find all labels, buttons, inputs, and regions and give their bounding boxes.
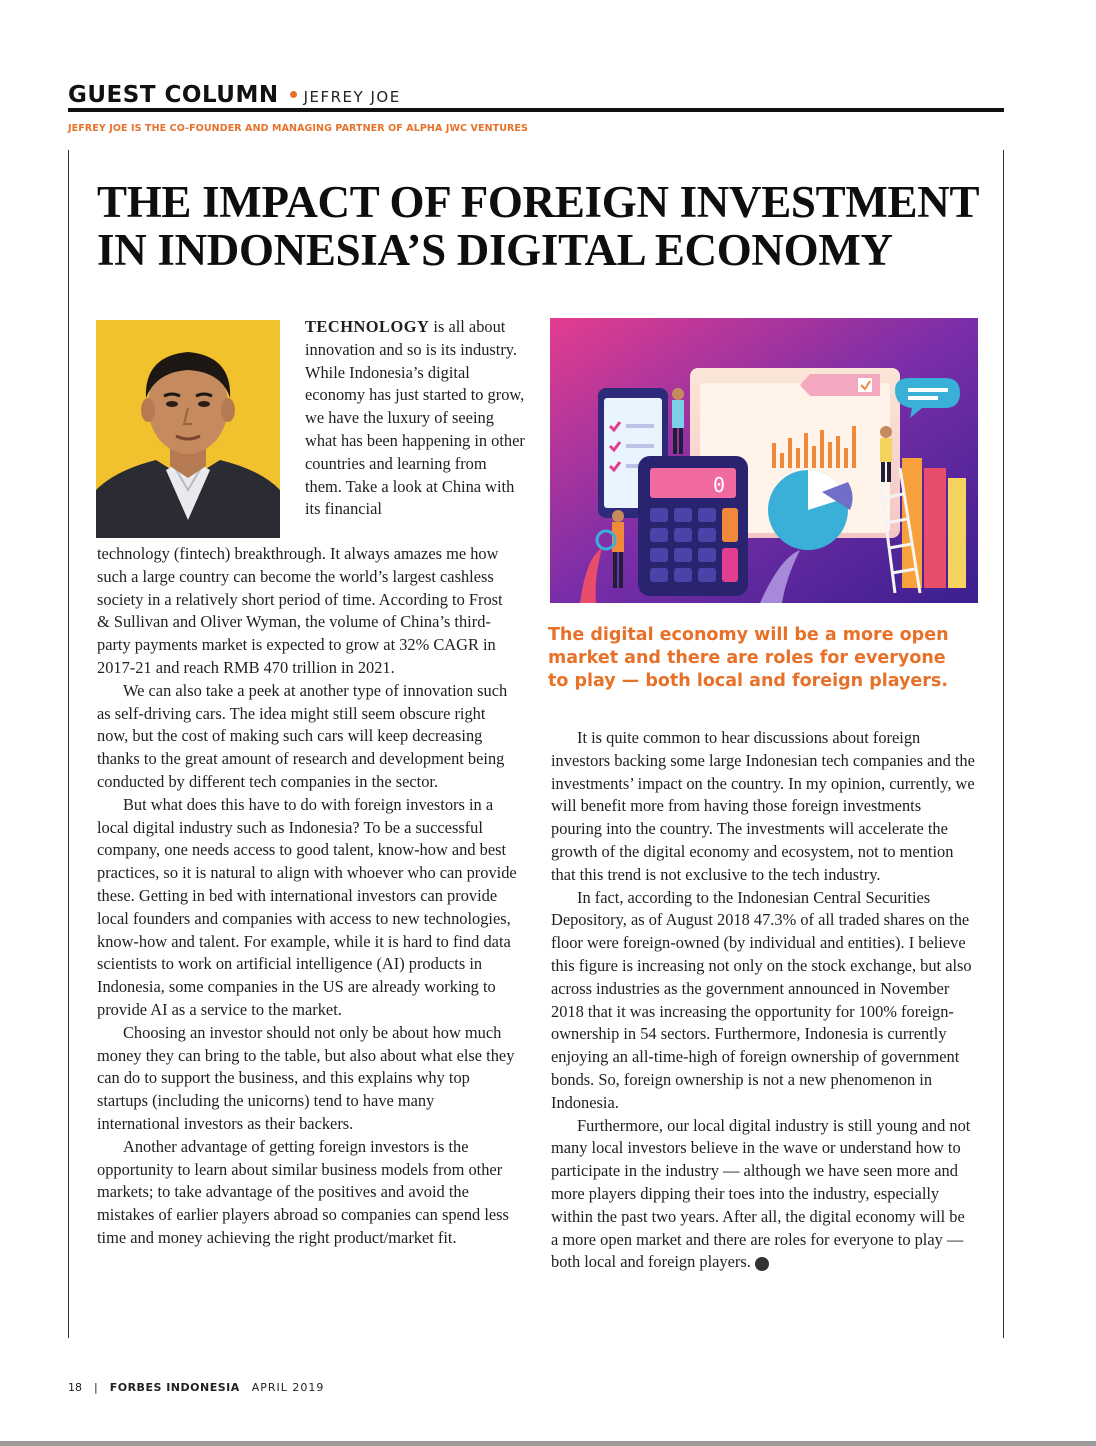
- page-footer: [68, 1381, 324, 1394]
- header-rule: [68, 108, 1004, 112]
- footer-separator: |: [94, 1381, 98, 1394]
- paragraph: It is quite common to hear discussions about foreign investors backing some large Indonesian tech companies and the investments’ impact on the country. In my opinion, currently, we will benefit more from having those foreign investments pouring into the country. The investments will accelerate the growth of the digital economy and ecosystem, not to mention that this trend is not exclusive to the tech industry.: [551, 728, 975, 884]
- headline-line-1: THE IMPACT OF FOREIGN INVESTMENT: [97, 177, 980, 227]
- paragraph: Another advantage of getting foreign investors is the opportunity to learn about similar business models from other markets; to take advantage of the positives and avoid the mistakes of earlier players abroad so companies can spend less time and money achieving the right product/market fit.: [97, 1136, 509, 1247]
- headline: [97, 178, 997, 274]
- calculator-display: 0: [712, 473, 725, 497]
- right-column: [551, 727, 976, 1274]
- paragraph: [551, 1115, 976, 1275]
- pull-quote-caption: The digital economy will be a more open market and there are roles for everyone to play — both local and foreign players.: [548, 625, 949, 691]
- publication-name: FORBES INDONESIA: [109, 1381, 240, 1394]
- section-label: GUEST COLUMN: [68, 82, 279, 108]
- left-column: [97, 543, 517, 1250]
- headline-line-2: IN INDONESIA’S DIGITAL ECONOMY: [97, 225, 893, 275]
- issue-date: APRIL 2019: [251, 1381, 325, 1394]
- lead-word: TECHNOLOGY: [305, 317, 430, 336]
- left-margin-rule: [68, 150, 69, 1338]
- bottom-edge-bar: [0, 1441, 1096, 1446]
- bullet-dot-icon: [290, 91, 297, 98]
- author-name: JEFREY JOE: [303, 88, 401, 106]
- paragraph: But what does this have to do with foreign investors in a local digital industry such as Indonesia? To be a successful company, one needs access to good talent, know-how and best practices, so it is natural to align with whoever who can provide these. Getting in bed with international investors can provide local founders and companies with access to new technologies, know-how and talent. For example, while it is hard to find data scientists to work on artificial intelligence (AI) products in Indonesia, some companies in the US are already working to provide AI as a service to the market.: [97, 794, 517, 1019]
- author-byline: JEFREY JOE IS THE CO-FOUNDER AND MANAGING PARTNER OF ALPHA JWC VENTURES: [68, 123, 528, 134]
- final-paragraph-text: Furthermore, our local digital industry is still young and not many local investors believe in the wave or understand how to participate in the industry — although we have seen more and more players dipping their toes into the industry, especially within the past two years. After all, the digital economy will be a more open market and there are roles for everyone to play — both local and foreign players.: [551, 1115, 971, 1272]
- paragraph: technology (fintech) breakthrough. It always amazes me how such a large country can become the world’s largest cashless society in a relatively short period of time. According to Frost & Sullivan and Oliver Wyman, the volume of China’s third-party payments market is expected to grow at 32% CAGR in 2017-21 and reach RMB 470 trillion in 2021.: [97, 544, 503, 677]
- right-margin-rule: [1003, 150, 1004, 1338]
- intro-body: is all about innovation and so is its industry. While Indonesia’s digital economy has just started to grow, we have the luxury of seeing what has been happening in other countries and learning from them. Take a look at China with its financial: [305, 317, 525, 519]
- forbes-end-mark-icon: F: [755, 1257, 769, 1271]
- paragraph: Choosing an investor should not only be about how much money they can bring to the table, but also about what else they can do to support the business, and this explains why top startups (including the unicorns) tend to have many international investors as their backers.: [97, 1022, 515, 1133]
- page-number: 18: [68, 1381, 82, 1394]
- digital-economy-illustration: [550, 318, 978, 603]
- author-photo: [96, 320, 280, 538]
- paragraph: In fact, according to the Indonesian Central Securities Depository, as of August 2018 47.3% of all traded shares on the floor were foreign-owned (by individual and entities). I believe this figure is increasing not only on the stock exchange, but also across industries as the government announced in November 2018 that it was increasing the opportunity for 100% foreign-ownership in 54 sectors. Furthermore, Indonesia is currently enjoying an all-time-high of foreign ownership of government bonds. So, foreign ownership is not a new phenomenon in Indonesia.: [551, 887, 972, 1112]
- paragraph: We can also take a peek at another type of innovation such as self-driving cars. The idea might still seem obscure right now, but the cost of making such cars will keep decreasing thanks to the great amount of research and development being conducted by different tech companies in the sector.: [97, 680, 508, 791]
- intro-text: [305, 316, 525, 521]
